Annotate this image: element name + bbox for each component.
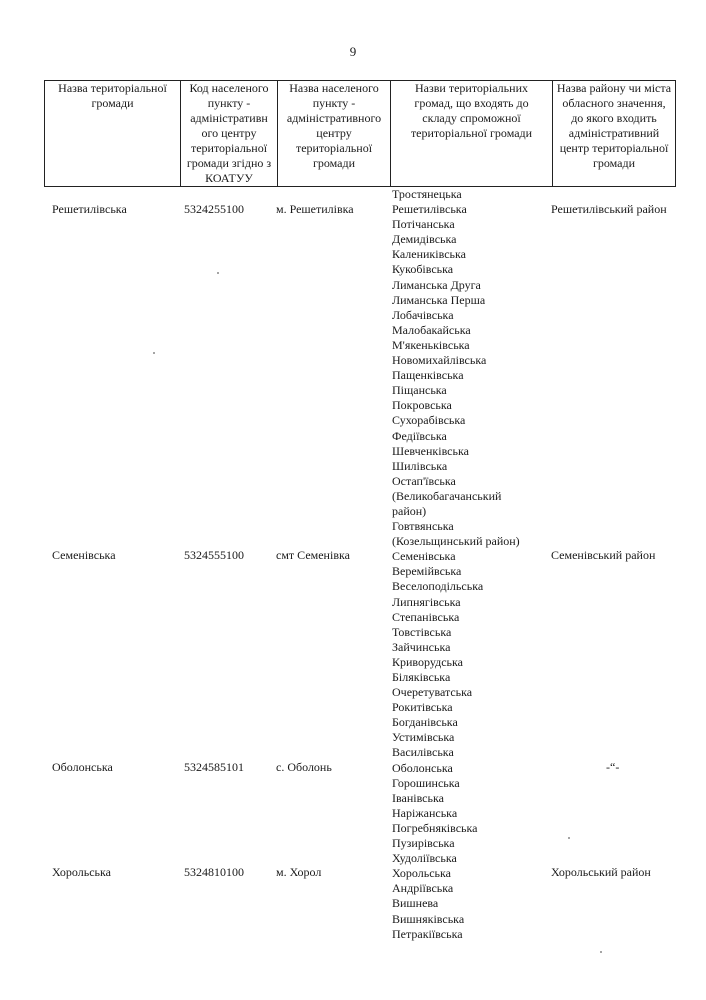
list-item: Кукобівська bbox=[392, 262, 454, 277]
scan-speck bbox=[568, 837, 570, 839]
list-item: Іванівська bbox=[392, 790, 444, 805]
list-item: Рокитівська bbox=[392, 700, 453, 715]
list-item: Андріївська bbox=[392, 881, 454, 896]
list-item: Лиманська Друга bbox=[392, 277, 481, 292]
header-koatuu-code: Код населеного пункту - адміністративн ого центру територіальної громади згідно з КОАТУУ bbox=[180, 80, 277, 187]
list-item: Сухорабівська bbox=[392, 413, 466, 428]
list-item: М'якеньківська bbox=[392, 337, 470, 352]
list-item: Решетилівська bbox=[392, 202, 467, 217]
community-name: Решетилівська bbox=[52, 202, 127, 216]
list-item: Тростянецька bbox=[392, 187, 462, 201]
koatuu-code: 5324585101 bbox=[184, 760, 244, 774]
list-item: Веремійвська bbox=[392, 564, 462, 579]
list-item: Калениківська bbox=[392, 247, 466, 262]
header-community-name: Назва територіальної громади bbox=[44, 80, 180, 187]
list-item: Лиманська Перша bbox=[392, 292, 486, 307]
list-item: Степанівська bbox=[392, 609, 460, 624]
list-item: Малобакайська bbox=[392, 322, 471, 337]
list-item: Наріжанська bbox=[392, 805, 458, 820]
center-name: смт Семенівка bbox=[276, 548, 350, 562]
list-item: Шилівська bbox=[392, 458, 448, 473]
district-name: Семенівський район bbox=[551, 548, 656, 562]
center-name: м. Решетилівка bbox=[276, 202, 354, 216]
list-item: Зайчинська bbox=[392, 639, 451, 654]
list-item: Вишнева bbox=[392, 896, 439, 911]
list-item: Піщанська bbox=[392, 383, 447, 398]
district-name: Решетилівський район bbox=[551, 202, 667, 216]
list-item: Богданівська bbox=[392, 715, 458, 730]
list-item: Біляківська bbox=[392, 670, 451, 684]
list-item: Веселоподільська bbox=[392, 579, 484, 594]
header-district: Назва району чи міста обласного значення, до якого входить адміністративний центр територіальної громади bbox=[552, 80, 676, 187]
list-item: Семенівська bbox=[392, 549, 456, 564]
center-name: м. Хорол bbox=[276, 865, 322, 879]
list-item: Товстівська bbox=[392, 624, 452, 639]
member-communities-list bbox=[392, 187, 520, 942]
header-center-name: Назва населеного пункту - адміністративного центру територіальної громади bbox=[277, 80, 390, 187]
community-name: Семенівська bbox=[52, 548, 116, 562]
page-number: 9 bbox=[349, 44, 357, 59]
district-name: -“- bbox=[606, 760, 620, 774]
koatuu-code: 5324255100 bbox=[184, 202, 244, 216]
list-item: Потічанська bbox=[392, 217, 455, 232]
list-item: Горошинська bbox=[392, 775, 460, 790]
list-item: Покровська bbox=[392, 398, 452, 413]
list-item: Федіївська bbox=[392, 428, 447, 443]
list-item: Хорольська bbox=[392, 866, 451, 881]
list-item: Василівська bbox=[392, 745, 454, 760]
scan-speck bbox=[600, 951, 602, 953]
community-name: Оболонська bbox=[52, 760, 113, 774]
header-member-communities: Назви територіальних громад, що входять до складу спроможної територіальної громади bbox=[390, 80, 552, 187]
list-item: Очеретуватська bbox=[392, 685, 473, 700]
list-item: (Великобагачанський bbox=[392, 488, 502, 503]
list-item: Погребняківська bbox=[392, 820, 478, 835]
list-item: Худоліївська bbox=[392, 851, 457, 866]
list-item: Демидівська bbox=[392, 232, 457, 247]
list-item: Петракіївська bbox=[392, 926, 463, 941]
koatuu-code: 5324555100 bbox=[184, 548, 244, 562]
list-item: Остап'ївська bbox=[392, 473, 456, 488]
scan-speck bbox=[217, 272, 219, 274]
list-item: Пащенківська bbox=[392, 368, 464, 383]
list-item: Лобачівська bbox=[392, 307, 454, 322]
district-name: Хорольський район bbox=[551, 865, 651, 879]
list-item: Шевченківська bbox=[392, 443, 469, 458]
list-item: Вишняківська bbox=[392, 911, 465, 926]
list-item: Липнягівська bbox=[392, 594, 461, 609]
list-item: Новомихайлівська bbox=[392, 353, 487, 368]
list-item: Криворудська bbox=[392, 654, 463, 669]
scan-speck bbox=[153, 352, 155, 354]
list-item: Оболонська bbox=[392, 760, 453, 775]
list-item: Говтвянська bbox=[392, 519, 454, 534]
list-item: Устимівська bbox=[392, 730, 455, 745]
community-name: Хорольська bbox=[52, 865, 111, 879]
center-name: с. Оболонь bbox=[276, 760, 332, 774]
list-item: район) bbox=[392, 503, 427, 518]
list-item: Пузирівська bbox=[392, 836, 455, 851]
koatuu-code: 5324810100 bbox=[184, 865, 244, 879]
list-item: (Козельщинський район) bbox=[392, 534, 520, 549]
